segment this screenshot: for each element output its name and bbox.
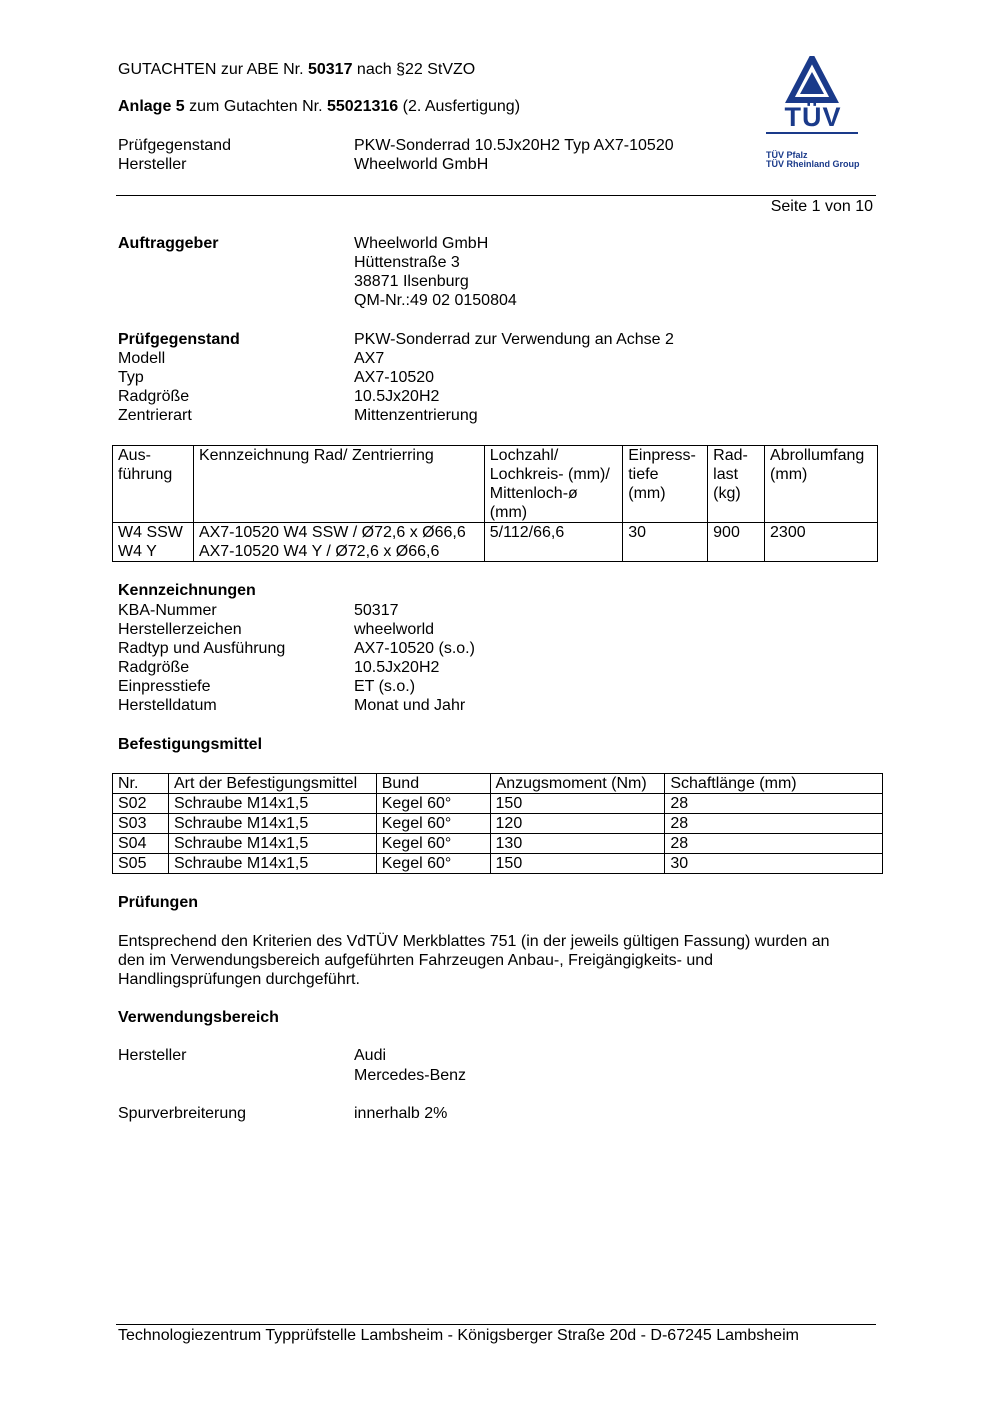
abe-number: 50317 xyxy=(307,61,353,78)
spurverbreiterung-label: Spurverbreiterung xyxy=(118,1105,247,1122)
bef-cell: 120 xyxy=(490,814,665,834)
footer-address: Technologiezentrum Typprüfstelle Lambsheim - Königsberger Straße 20d - D-67245 Lambsheim xyxy=(118,1327,799,1344)
bef-cell: 150 xyxy=(490,794,665,814)
page-number: Seite 1 von 10 xyxy=(770,198,873,215)
rad-header-cell: Kennzeichnung Rad/ Zentrierring xyxy=(193,446,484,523)
pg-row-key: Radgröße xyxy=(118,388,190,405)
bef-cell: Schraube M14x1,5 xyxy=(168,794,376,814)
header-pruef-label: Prüfgegenstand xyxy=(118,137,231,154)
abe-prefix: GUTACHTEN zur ABE Nr. xyxy=(118,61,304,78)
bef-cell: S02 xyxy=(113,794,169,814)
kz-value: wheelworld xyxy=(354,621,435,638)
rad-header-cell: Abrollumfang (mm) xyxy=(765,446,878,523)
bef-cell: 30 xyxy=(665,854,883,874)
kz-key: Herstellerzeichen xyxy=(118,621,242,638)
anlage-mid: zum Gutachten Nr. xyxy=(189,98,323,115)
rad-header-cell: Rad- last (kg) xyxy=(708,446,765,523)
befestigung-header-row xyxy=(113,774,883,794)
anlage-label: Anlage 5 xyxy=(118,98,185,115)
verwendung-hersteller-value: Mercedes-Benz xyxy=(354,1067,467,1084)
bef-cell: Schraube M14x1,5 xyxy=(168,814,376,834)
bef-cell: Schraube M14x1,5 xyxy=(168,834,376,854)
bef-cell: Kegel 60° xyxy=(376,794,490,814)
kennzeichnungen-title: Kennzeichnungen xyxy=(118,582,256,599)
logo-word: TÜV xyxy=(784,102,842,132)
bef-cell: Kegel 60° xyxy=(376,834,490,854)
header-herst-label: Hersteller xyxy=(118,156,187,173)
rad-table-row xyxy=(113,523,878,562)
pg-row-value: AX7 xyxy=(354,350,385,367)
rad-table-header-row xyxy=(113,446,878,523)
auftraggeber-line: QM-Nr.:49 02 0150804 xyxy=(354,292,517,309)
pg-row-value: Mittenzentrierung xyxy=(354,407,478,424)
bef-cell: S03 xyxy=(113,814,169,834)
bef-cell: 28 xyxy=(665,834,883,854)
pg-row-key: Typ xyxy=(118,369,144,386)
kz-key: Einpresstiefe xyxy=(118,678,211,695)
kz-key: Herstelldatum xyxy=(118,697,217,714)
bef-header-cell: Bund xyxy=(376,774,490,794)
bef-cell: Kegel 60° xyxy=(376,814,490,834)
pg-row-key: Modell xyxy=(118,350,166,367)
kz-value: 50317 xyxy=(354,602,399,619)
auftraggeber-line: Hüttenstraße 3 xyxy=(354,254,460,271)
verwendung-hersteller-label: Hersteller xyxy=(118,1047,187,1064)
pruefgegenstand-value: PKW-Sonderrad zur Verwendung an Achse 2 xyxy=(354,331,674,348)
rad-cell-lochzahl: 5/112/66,6 xyxy=(484,523,622,562)
logo-subline-2: TÜV Rheinland Group xyxy=(766,159,860,169)
abe-suffix: nach §22 StVZO xyxy=(356,61,476,78)
rad-header-cell: Aus- führung xyxy=(113,446,194,523)
rad-cell-ausfuehrung: W4 SSW W4 Y xyxy=(113,523,194,562)
header-herst-value: Wheelworld GmbH xyxy=(354,156,489,173)
header-divider xyxy=(116,195,876,196)
kz-key: Radtyp und Ausführung xyxy=(118,640,286,657)
rad-table xyxy=(112,445,878,562)
pg-row-value: AX7-10520 xyxy=(354,369,435,386)
bef-header-cell: Schaftlänge (mm) xyxy=(665,774,883,794)
ausfertigung: (2. Ausfertigung) xyxy=(402,98,521,115)
befestigung-table xyxy=(112,773,883,874)
pruefungen-text-line: Entsprechend den Kriterien des VdTÜV Merkblattes 751 (in der jeweils gültigen Fassung) wurden an xyxy=(118,933,830,950)
rad-cell-abrollumfang: 2300 xyxy=(765,523,878,562)
pruefungen-title: Prüfungen xyxy=(118,894,198,911)
spurverbreiterung-value: innerhalb 2% xyxy=(354,1105,448,1122)
header-abe-line xyxy=(118,60,475,79)
header-pruef-value: PKW-Sonderrad 10.5Jx20H2 Typ AX7-10520 xyxy=(354,137,674,154)
bef-cell: S04 xyxy=(113,834,169,854)
verwendung-hersteller-value: Audi xyxy=(354,1047,387,1064)
rad-cell-radlast: 900 xyxy=(708,523,765,562)
rad-header-cell: Einpress- tiefe (mm) xyxy=(623,446,708,523)
bef-cell: 28 xyxy=(665,794,883,814)
pruefgegenstand-label: Prüfgegenstand xyxy=(118,331,240,348)
pruefungen-text-line: Handlingsprüfungen durchgeführt. xyxy=(118,971,360,988)
auftraggeber-line: 38871 Ilsenburg xyxy=(354,273,469,290)
kz-value: ET (s.o.) xyxy=(354,678,416,695)
bef-header-cell: Anzugsmoment (Nm) xyxy=(490,774,665,794)
kz-value: AX7-10520 (s.o.) xyxy=(354,640,475,657)
table-row xyxy=(113,794,883,814)
auftraggeber-line: Wheelworld GmbH xyxy=(354,235,489,252)
rad-cell-einpresstiefe: 30 xyxy=(623,523,708,562)
pg-row-key: Zentrierart xyxy=(118,407,192,424)
table-row xyxy=(113,854,883,874)
pruefungen-text-line: den im Verwendungsbereich aufgeführten Fahrzeugen Anbau-, Freigängigkeits- und xyxy=(118,952,714,969)
bef-cell: 150 xyxy=(490,854,665,874)
table-row xyxy=(113,814,883,834)
gutachten-number: 55021316 xyxy=(326,98,399,115)
auftraggeber-label: Auftraggeber xyxy=(118,235,219,252)
header-anlage-line xyxy=(118,97,520,116)
footer-divider xyxy=(116,1324,876,1325)
bef-cell: 130 xyxy=(490,834,665,854)
verwendung-title: Verwendungsbereich xyxy=(118,1009,279,1026)
table-row xyxy=(113,834,883,854)
kz-key: KBA-Nummer xyxy=(118,602,217,619)
rad-header-cell: Lochzahl/ Lochkreis- (mm)/ Mittenloch-ø (mm) xyxy=(484,446,622,523)
rad-cell-kennzeichnung: AX7-10520 W4 SSW / Ø72,6 x Ø66,6 AX7-10520 W4 Y / Ø72,6 x Ø66,6 xyxy=(193,523,484,562)
kz-value: Monat und Jahr xyxy=(354,697,466,714)
kz-value: 10.5Jx20H2 xyxy=(354,659,440,676)
kz-key: Radgröße xyxy=(118,659,190,676)
pg-row-value: 10.5Jx20H2 xyxy=(354,388,440,405)
befestigung-title: Befestigungsmittel xyxy=(118,736,263,753)
bef-header-cell: Art der Befestigungsmittel xyxy=(168,774,376,794)
bef-cell: S05 xyxy=(113,854,169,874)
bef-cell: 28 xyxy=(665,814,883,834)
logo-subline-1: TÜV Pfalz xyxy=(766,150,808,160)
bef-header-cell: Nr. xyxy=(113,774,169,794)
bef-cell: Schraube M14x1,5 xyxy=(168,854,376,874)
bef-cell: Kegel 60° xyxy=(376,854,490,874)
